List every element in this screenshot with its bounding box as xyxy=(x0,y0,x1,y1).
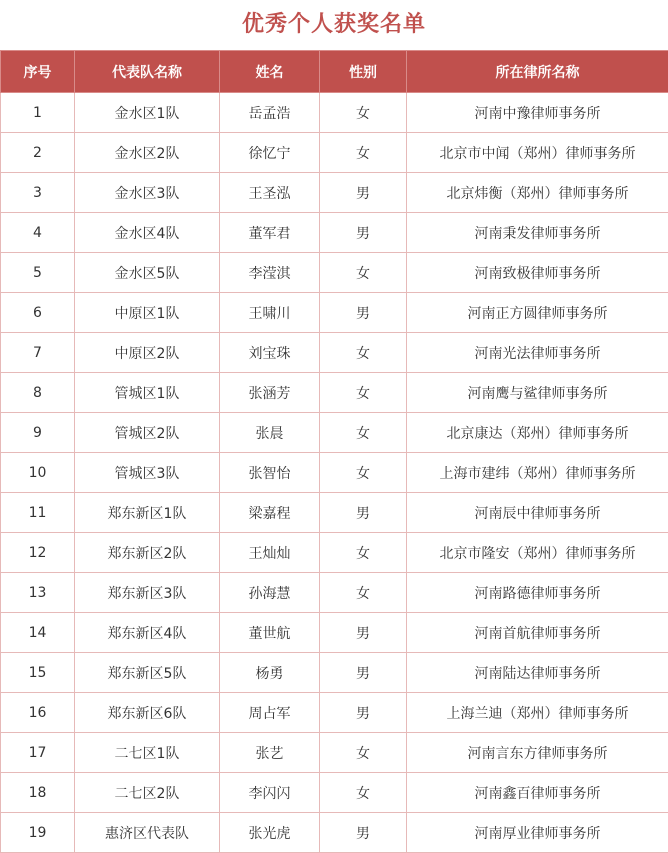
cell-name: 张晨 xyxy=(220,413,320,453)
cell-gender: 女 xyxy=(320,253,407,293)
header-law-firm: 所在律所名称 xyxy=(407,51,668,93)
cell-team: 惠济区代表队 xyxy=(75,813,220,853)
cell-name: 李滢淇 xyxy=(220,253,320,293)
header-team: 代表队名称 xyxy=(75,51,220,93)
cell-gender: 女 xyxy=(320,93,407,133)
cell-index: 5 xyxy=(1,253,75,293)
cell-index: 16 xyxy=(1,693,75,733)
cell-name: 张艺 xyxy=(220,733,320,773)
table-row xyxy=(1,333,668,373)
table-row xyxy=(1,173,668,213)
cell-gender: 女 xyxy=(320,733,407,773)
cell-gender: 男 xyxy=(320,613,407,653)
header-index: 序号 xyxy=(1,51,75,93)
cell-gender: 女 xyxy=(320,373,407,413)
cell-law-firm: 河南正方圆律师事务所 xyxy=(407,293,668,333)
table-row xyxy=(1,813,668,853)
cell-name: 梁嘉程 xyxy=(220,493,320,533)
header-gender: 性别 xyxy=(320,51,407,93)
cell-name: 张光虎 xyxy=(220,813,320,853)
cell-law-firm: 河南秉发律师事务所 xyxy=(407,213,668,253)
cell-index: 13 xyxy=(1,573,75,613)
cell-law-firm: 河南首航律师事务所 xyxy=(407,613,668,653)
cell-law-firm: 河南言东方律师事务所 xyxy=(407,733,668,773)
cell-team: 管城区1队 xyxy=(75,373,220,413)
cell-name: 董世航 xyxy=(220,613,320,653)
table-row xyxy=(1,773,668,813)
cell-index: 18 xyxy=(1,773,75,813)
cell-index: 2 xyxy=(1,133,75,173)
table-row xyxy=(1,133,668,173)
cell-index: 15 xyxy=(1,653,75,693)
table-row xyxy=(1,413,668,453)
cell-team: 金水区1队 xyxy=(75,93,220,133)
cell-index: 3 xyxy=(1,173,75,213)
cell-gender: 女 xyxy=(320,453,407,493)
cell-team: 金水区5队 xyxy=(75,253,220,293)
cell-index: 19 xyxy=(1,813,75,853)
table-header xyxy=(1,51,668,93)
header-name: 姓名 xyxy=(220,51,320,93)
cell-team: 郑东新区4队 xyxy=(75,613,220,653)
cell-law-firm: 河南厚业律师事务所 xyxy=(407,813,668,853)
table-row xyxy=(1,733,668,773)
cell-gender: 女 xyxy=(320,573,407,613)
cell-law-firm: 北京康达（郑州）律师事务所 xyxy=(407,413,668,453)
cell-index: 6 xyxy=(1,293,75,333)
cell-team: 管城区2队 xyxy=(75,413,220,453)
cell-team: 郑东新区2队 xyxy=(75,533,220,573)
cell-gender: 女 xyxy=(320,413,407,453)
table-row xyxy=(1,213,668,253)
cell-index: 17 xyxy=(1,733,75,773)
cell-team: 金水区4队 xyxy=(75,213,220,253)
cell-law-firm: 上海兰迪（郑州）律师事务所 xyxy=(407,693,668,733)
cell-law-firm: 河南中豫律师事务所 xyxy=(407,93,668,133)
cell-gender: 男 xyxy=(320,653,407,693)
cell-team: 二七区2队 xyxy=(75,773,220,813)
cell-gender: 男 xyxy=(320,493,407,533)
cell-index: 8 xyxy=(1,373,75,413)
cell-index: 12 xyxy=(1,533,75,573)
cell-team: 二七区1队 xyxy=(75,733,220,773)
cell-law-firm: 河南陆达律师事务所 xyxy=(407,653,668,693)
table-row xyxy=(1,453,668,493)
cell-team: 郑东新区3队 xyxy=(75,573,220,613)
cell-index: 10 xyxy=(1,453,75,493)
cell-index: 1 xyxy=(1,93,75,133)
table-row xyxy=(1,533,668,573)
cell-gender: 男 xyxy=(320,813,407,853)
cell-team: 中原区1队 xyxy=(75,293,220,333)
cell-law-firm: 北京炜衡（郑州）律师事务所 xyxy=(407,173,668,213)
cell-name: 张智怡 xyxy=(220,453,320,493)
cell-law-firm: 北京市隆安（郑州）律师事务所 xyxy=(407,533,668,573)
cell-law-firm: 河南辰中律师事务所 xyxy=(407,493,668,533)
cell-team: 金水区2队 xyxy=(75,133,220,173)
cell-index: 11 xyxy=(1,493,75,533)
cell-gender: 女 xyxy=(320,533,407,573)
cell-name: 孙海慧 xyxy=(220,573,320,613)
cell-name: 杨勇 xyxy=(220,653,320,693)
table-row xyxy=(1,573,668,613)
cell-law-firm: 上海市建纬（郑州）律师事务所 xyxy=(407,453,668,493)
cell-name: 王圣泓 xyxy=(220,173,320,213)
award-table xyxy=(0,50,668,853)
cell-name: 岳孟浩 xyxy=(220,93,320,133)
cell-team: 金水区3队 xyxy=(75,173,220,213)
header-row xyxy=(1,51,668,93)
cell-name: 刘宝珠 xyxy=(220,333,320,373)
cell-law-firm: 北京市中闻（郑州）律师事务所 xyxy=(407,133,668,173)
cell-gender: 男 xyxy=(320,293,407,333)
cell-gender: 女 xyxy=(320,333,407,373)
cell-name: 董军君 xyxy=(220,213,320,253)
cell-law-firm: 河南路德律师事务所 xyxy=(407,573,668,613)
table-row xyxy=(1,293,668,333)
table-row xyxy=(1,693,668,733)
cell-name: 周占军 xyxy=(220,693,320,733)
cell-gender: 男 xyxy=(320,173,407,213)
cell-name: 张涵芳 xyxy=(220,373,320,413)
cell-team: 管城区3队 xyxy=(75,453,220,493)
cell-name: 王啸川 xyxy=(220,293,320,333)
cell-gender: 女 xyxy=(320,773,407,813)
cell-index: 4 xyxy=(1,213,75,253)
cell-index: 14 xyxy=(1,613,75,653)
cell-name: 王灿灿 xyxy=(220,533,320,573)
cell-law-firm: 河南鑫百律师事务所 xyxy=(407,773,668,813)
table-row xyxy=(1,613,668,653)
table-row xyxy=(1,653,668,693)
table-body xyxy=(1,93,668,853)
cell-gender: 男 xyxy=(320,213,407,253)
cell-law-firm: 河南致极律师事务所 xyxy=(407,253,668,293)
cell-index: 9 xyxy=(1,413,75,453)
table-row xyxy=(1,493,668,533)
table-row xyxy=(1,253,668,293)
cell-team: 中原区2队 xyxy=(75,333,220,373)
cell-index: 7 xyxy=(1,333,75,373)
page-title: 优秀个人获奖名单 xyxy=(241,12,426,37)
cell-gender: 女 xyxy=(320,133,407,173)
cell-law-firm: 河南光法律师事务所 xyxy=(407,333,668,373)
cell-name: 徐忆宁 xyxy=(220,133,320,173)
table-row xyxy=(1,373,668,413)
cell-gender: 男 xyxy=(320,693,407,733)
cell-name: 李闪闪 xyxy=(220,773,320,813)
cell-team: 郑东新区6队 xyxy=(75,693,220,733)
table-row xyxy=(1,93,668,133)
cell-team: 郑东新区1队 xyxy=(75,493,220,533)
cell-team: 郑东新区5队 xyxy=(75,653,220,693)
cell-law-firm: 河南鹰与鲨律师事务所 xyxy=(407,373,668,413)
